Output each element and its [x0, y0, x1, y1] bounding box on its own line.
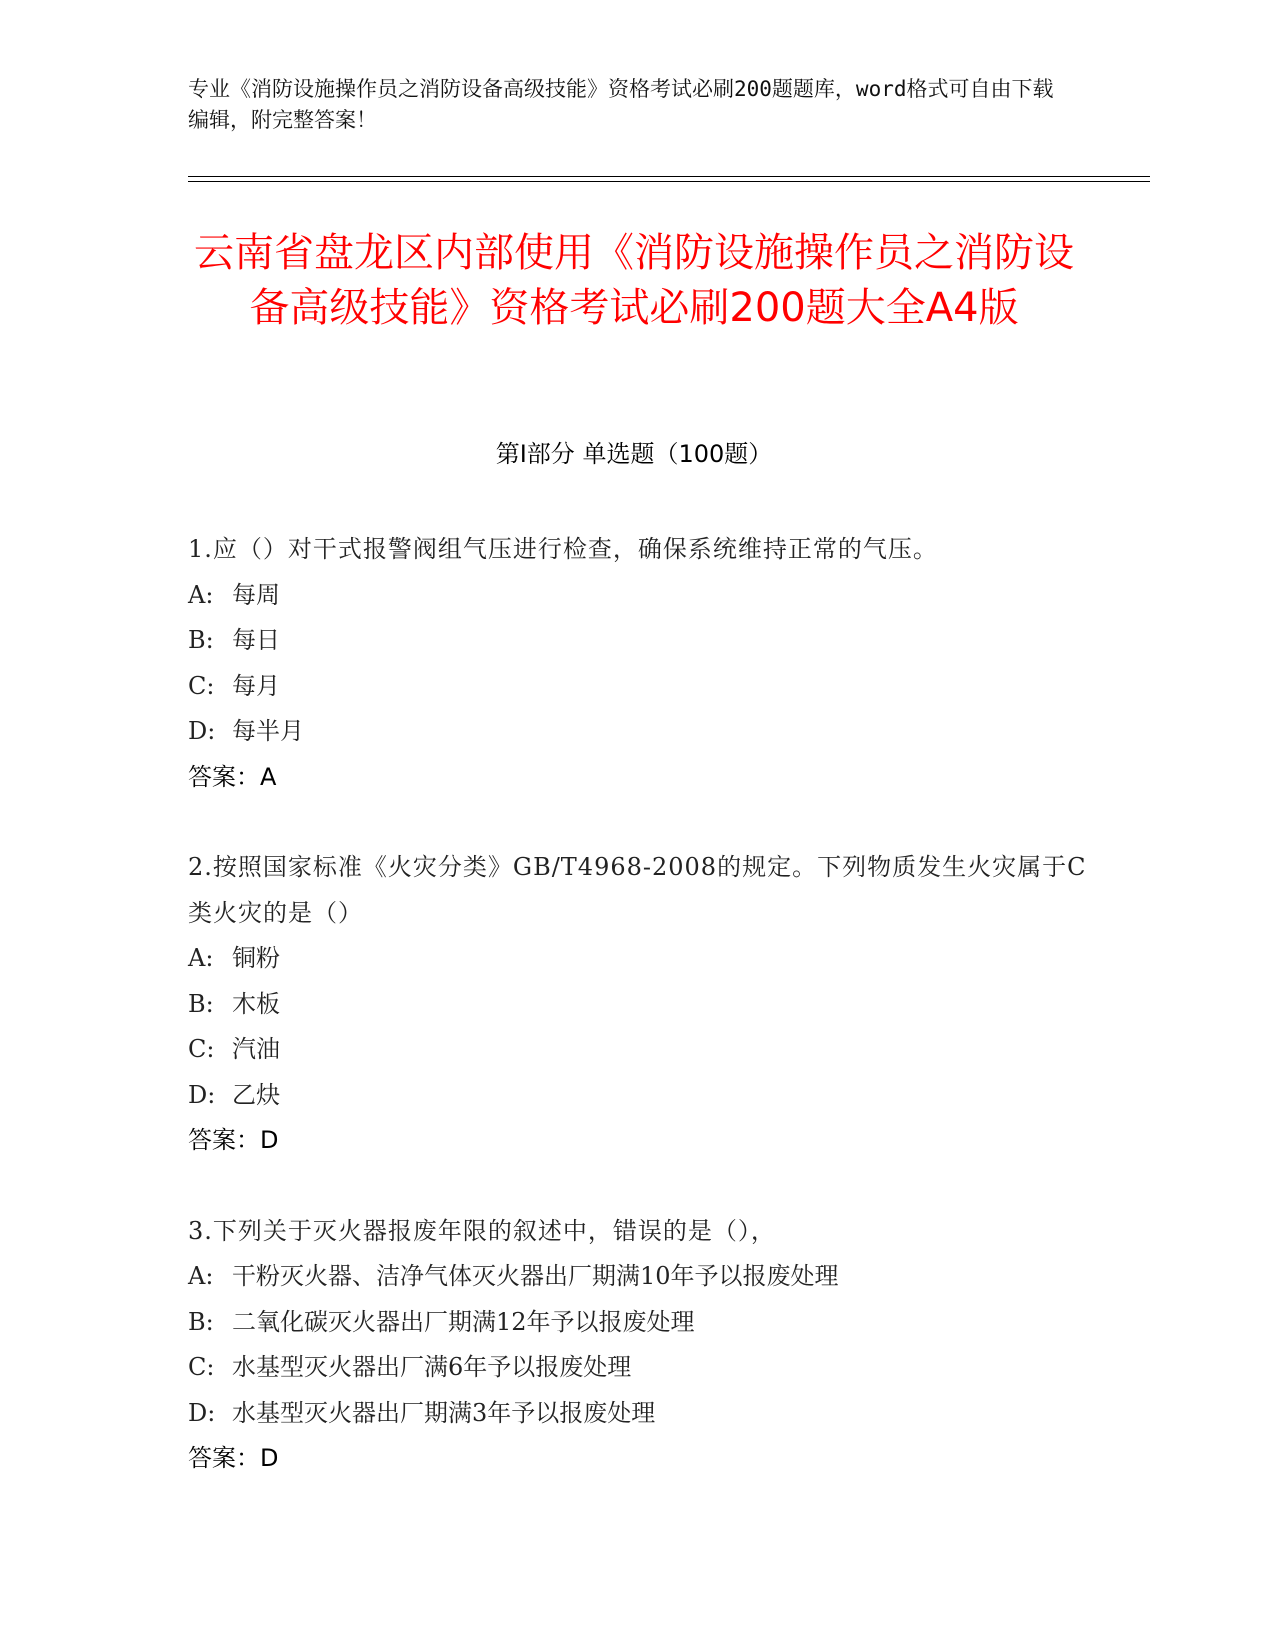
option-a	[188, 1254, 1088, 1300]
option-text: 汽油	[232, 1035, 280, 1063]
option-text: 水基型灭火器出厂满6年予以报废处理	[232, 1353, 632, 1381]
option-key: D:	[188, 1398, 216, 1427]
answer-line: 答案：A	[188, 762, 277, 791]
option-c	[188, 664, 1088, 710]
option-text: 水基型灭火器出厂期满3年予以报废处理	[232, 1398, 656, 1427]
option-key: A:	[188, 944, 214, 972]
option-text: 木板	[232, 989, 280, 1018]
question-stem: 3.下列关于灭火器报废年限的叙述中，错误的是（），	[188, 1216, 776, 1245]
option-key: B:	[188, 626, 214, 654]
option-text: 每月	[232, 671, 280, 700]
header-divider-bottom	[188, 181, 1150, 182]
option-d	[188, 1391, 1088, 1437]
option-c	[188, 1027, 1088, 1073]
option-text: 每周	[232, 580, 280, 609]
question-list	[188, 527, 1088, 1527]
option-a	[188, 936, 1088, 982]
question-2	[188, 845, 1088, 1164]
option-text: 每日	[232, 626, 280, 654]
option-key: C:	[188, 1353, 215, 1381]
option-d	[188, 1073, 1088, 1119]
option-text: 每半月	[232, 717, 304, 745]
document-title: 云南省盘龙区内部使用《消防设施操作员之消防设备高级技能》资格考试必刷200题大全A4版	[194, 230, 1074, 331]
option-key: B:	[188, 1307, 214, 1336]
option-key: A:	[188, 1262, 214, 1290]
option-a	[188, 573, 1088, 619]
option-d	[188, 709, 1088, 755]
option-key: B:	[188, 989, 214, 1018]
answer-line: 答案：D	[188, 1444, 279, 1472]
option-key: D:	[188, 717, 216, 745]
option-key: D:	[188, 1080, 216, 1109]
option-key: C:	[188, 671, 215, 700]
option-b	[188, 1300, 1088, 1346]
answer-line: 答案：D	[188, 1126, 279, 1154]
question-stem: 2.按照国家标准《火灾分类》GB/T4968-2008的规定。下列物质发生火灾属于C类火灾的是（）	[188, 853, 1087, 927]
header-divider-top	[188, 176, 1150, 177]
section-heading: 第Ⅰ部分 单选题（100题）	[495, 440, 773, 468]
option-text: 二氧化碳灭火器出厂期满12年予以报废处理	[232, 1307, 695, 1336]
option-c	[188, 1345, 1088, 1391]
option-text: 铜粉	[232, 944, 280, 972]
header-note: 专业《消防设施操作员之消防设备高级技能》资格考试必刷200题题库，word格式可自由下载编辑，附完整答案！	[188, 77, 1054, 132]
option-b	[188, 982, 1088, 1028]
option-key: C:	[188, 1035, 215, 1063]
question-1	[188, 527, 1088, 800]
question-stem: 1.应（）对干式报警阀组气压进行检查，确保系统维持正常的气压。	[188, 535, 938, 563]
option-text: 乙炔	[232, 1080, 280, 1109]
option-b	[188, 618, 1088, 664]
question-3	[188, 1209, 1088, 1482]
option-key: A:	[188, 580, 214, 609]
option-text: 干粉灭火器、洁净气体灭火器出厂期满10年予以报废处理	[232, 1262, 839, 1290]
